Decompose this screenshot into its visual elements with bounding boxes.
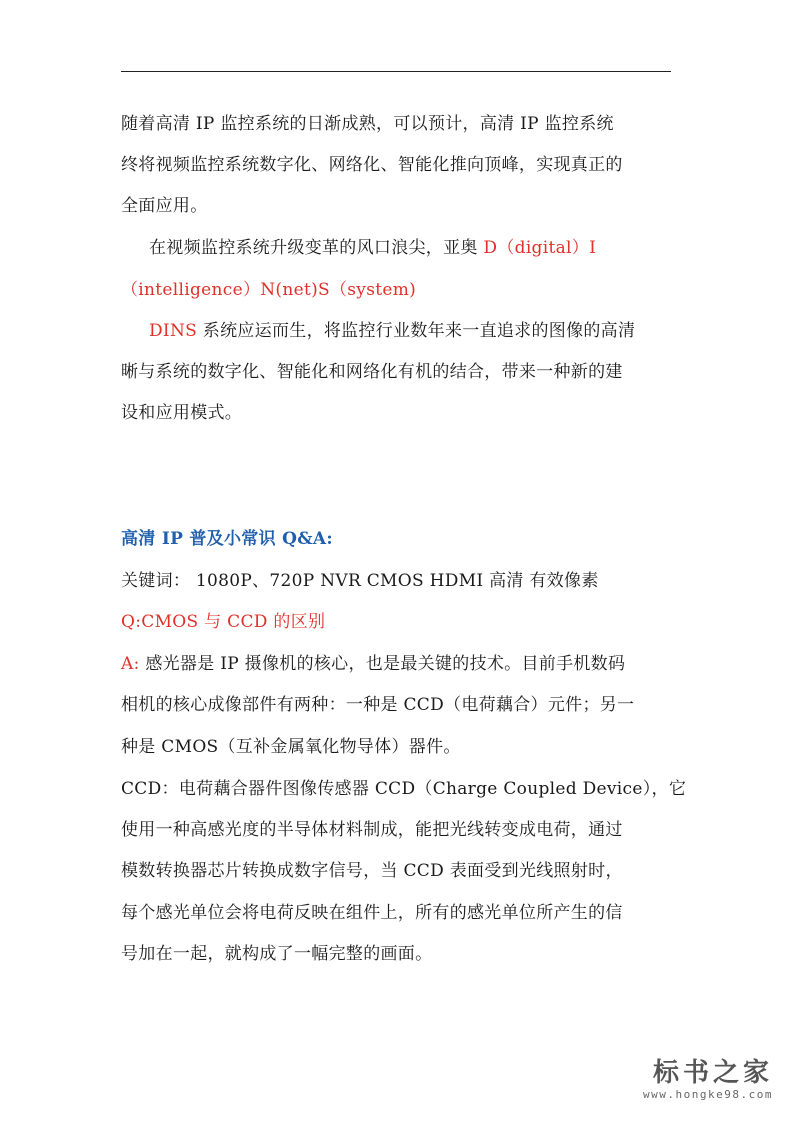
highlight-line: （intelligence）N(net)S（system) xyxy=(121,280,417,300)
watermark-logo: 标书之家 xyxy=(652,1058,773,1088)
paragraph-line: 随着高清 IP 监控系统的日渐成熟，可以预计，高清 IP 监控系统 xyxy=(121,114,614,134)
keywords-line: 关键词： 1080P、720P NVR CMOS HDMI 高清 有效像素 xyxy=(121,571,599,591)
watermark-url: www.hongke98.com xyxy=(643,1088,773,1101)
ccd-line: 模数转换器芯片转换成数字信号，当 CCD 表面受到光线照射时， xyxy=(121,861,623,881)
paragraph-line: 设和应用模式。 xyxy=(121,403,243,423)
paragraph-text: 在视频监控系统升级变革的风口浪尖，亚奥 xyxy=(149,238,484,258)
highlight-text: D（digital）I xyxy=(483,238,597,258)
answer-prefix: A: xyxy=(121,654,146,674)
highlight-text: DINS xyxy=(149,321,198,341)
answer-line: 种是 CMOS（互补金属氧化物导体）器件。 xyxy=(121,737,461,757)
ccd-line: CCD：电荷藕合器件图像传感器 CCD（Charge Coupled Device），它 xyxy=(121,779,687,799)
paragraph-line: 全面应用。 xyxy=(121,196,208,216)
ccd-line: 号加在一起，就构成了一幅完整的画面。 xyxy=(121,944,433,964)
paragraph-line xyxy=(149,320,635,342)
question-line: Q:CMOS 与 CCD 的区别 xyxy=(121,612,326,632)
paragraph-line xyxy=(149,237,596,259)
ccd-line: 每个感光单位会将电荷反映在组件上，所有的感光单位所产生的信 xyxy=(121,903,623,923)
watermark xyxy=(643,1058,773,1102)
paragraph-line: 终将视频监控系统数字化、网络化、智能化推向顶峰，实现真正的 xyxy=(121,155,623,175)
paragraph-text: 系统应运而生，将监控行业数年来一直追求的图像的高清 xyxy=(197,321,636,341)
header-rule xyxy=(121,71,671,72)
answer-text: 感光器是 IP 摄像机的核心，也是最关键的技术。目前手机数码 xyxy=(145,654,626,674)
paragraph-line: 晰与系统的数字化、智能化和网络化有机的结合，带来一种新的建 xyxy=(121,362,623,382)
answer-line xyxy=(121,653,625,675)
ccd-line: 使用一种高感光度的半导体材料制成，能把光线转变成电荷，通过 xyxy=(121,820,623,840)
answer-line: 相机的核心成像部件有两种：一种是 CCD（电荷藕合）元件；另一 xyxy=(121,695,635,715)
section-heading: 高清 IP 普及小常识 Q&A: xyxy=(121,529,333,549)
